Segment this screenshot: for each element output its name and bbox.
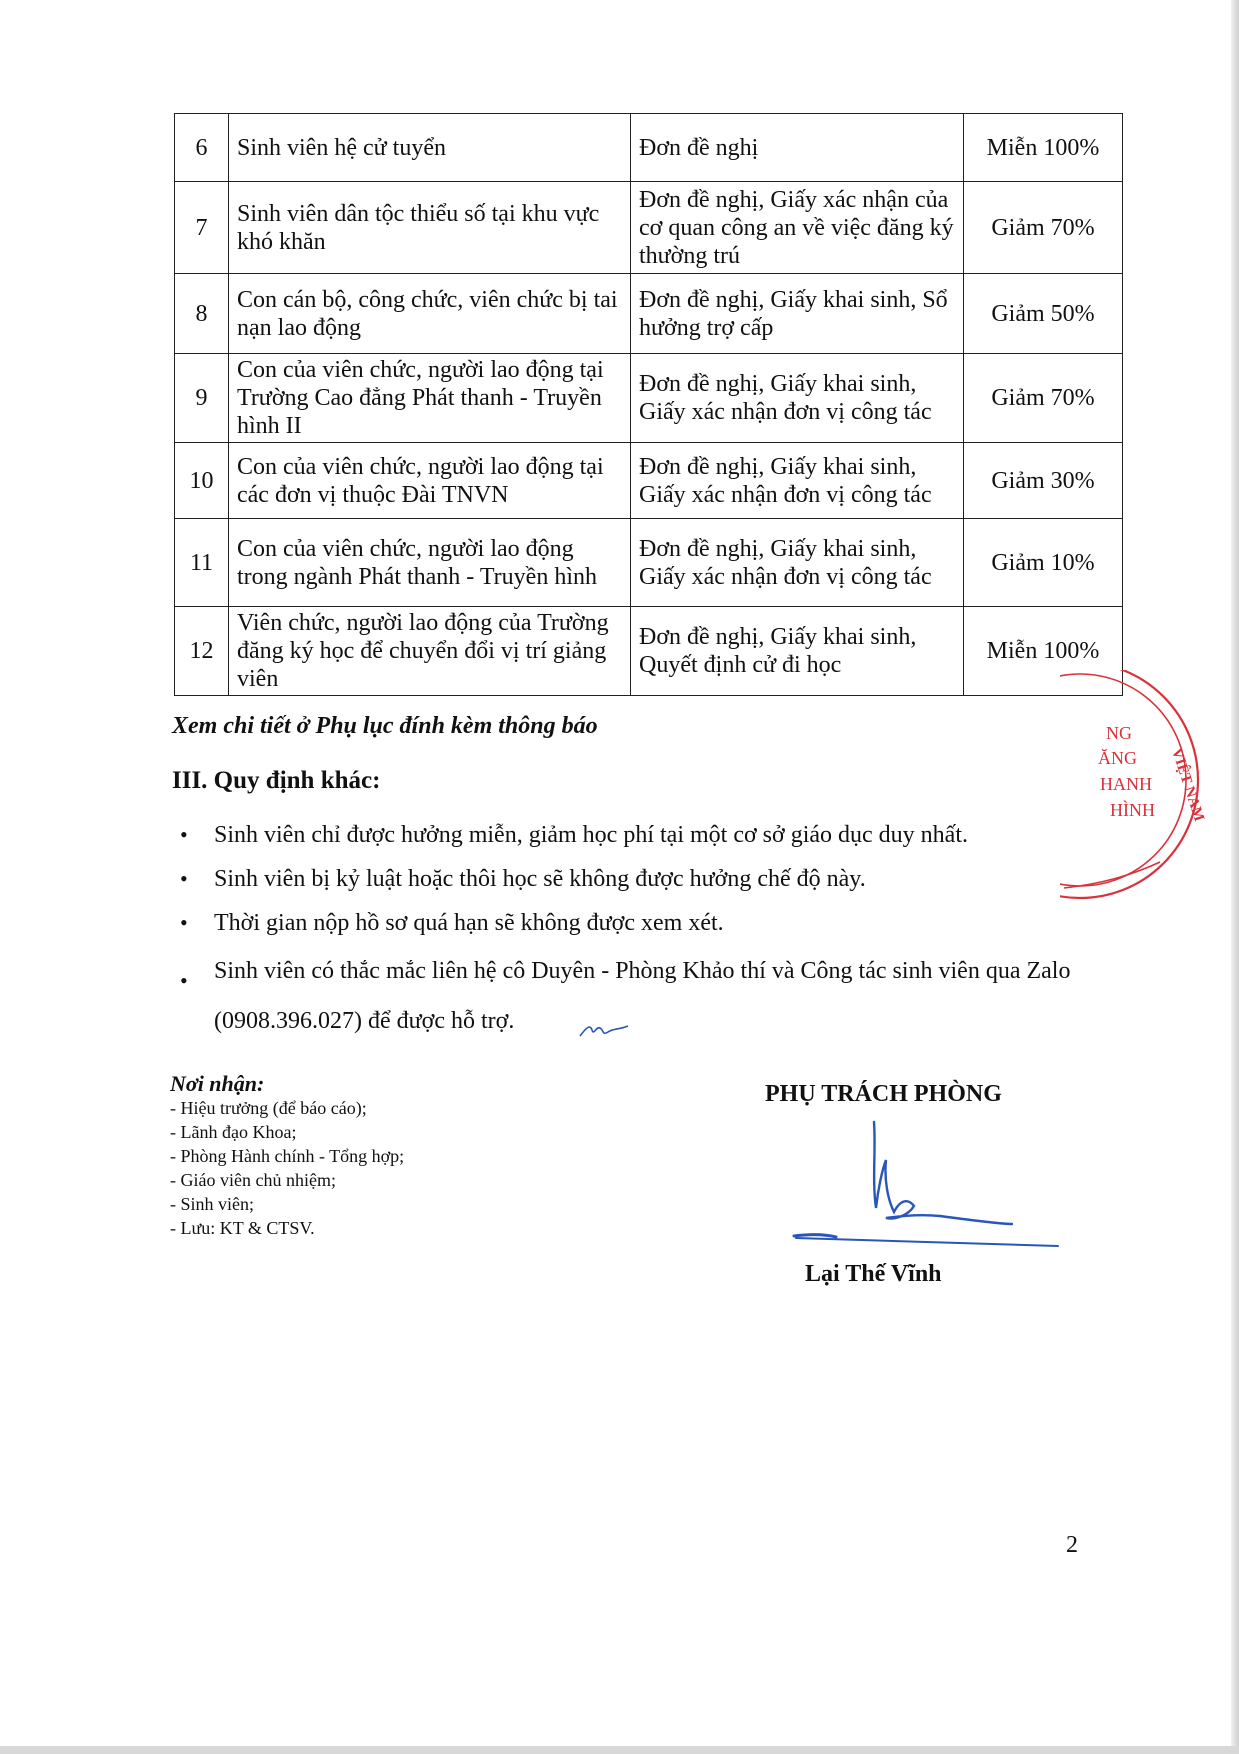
- bullet-icon: •: [180, 910, 188, 935]
- row-documents: Đơn đề nghị, Giấy khai sinh, Giấy xác nhận đơn vị công tác: [631, 519, 964, 607]
- row-level: Miễn 100%: [964, 607, 1123, 696]
- recipient-item: - Sinh viên;: [170, 1194, 254, 1214]
- fee-exemption-table: [174, 113, 1123, 696]
- bullet-icon: •: [180, 822, 188, 847]
- stamp-line: ĂNG: [1098, 748, 1137, 768]
- page-bottom-edge: [0, 1746, 1239, 1754]
- row-number: 9: [175, 354, 229, 443]
- table-row: [175, 519, 1123, 607]
- table-row: [175, 182, 1123, 274]
- row-documents: Đơn đề nghị, Giấy xác nhận của cơ quan công an về việc đăng ký thường trú: [631, 182, 964, 274]
- recipients-title: Nơi nhận:: [170, 1071, 265, 1096]
- rule-text: Sinh viên chỉ được hưởng miễn, giảm học phí tại một cơ sở giáo dục duy nhất.: [214, 822, 968, 848]
- recipient-item: - Lãnh đạo Khoa;: [170, 1122, 297, 1142]
- row-subject: Sinh viên hệ cử tuyển: [229, 114, 631, 182]
- appendix-note: Xem chi tiết ở Phụ lục đính kèm thông báo: [172, 713, 598, 739]
- page-edge-shadow: [1231, 0, 1239, 1754]
- table-row: [175, 274, 1123, 354]
- row-documents: Đơn đề nghị: [631, 114, 964, 182]
- stamp-line: HANH: [1100, 774, 1152, 794]
- section-heading: III. Quy định khác:: [172, 767, 381, 794]
- page-number: 2: [1066, 1532, 1078, 1558]
- list-item: [180, 820, 1080, 850]
- initial-mark-icon: [578, 1018, 630, 1042]
- stamp-line: HÌNH: [1110, 800, 1155, 820]
- row-level: Giảm 70%: [964, 354, 1123, 443]
- recipient-item: - Giáo viên chủ nhiệm;: [170, 1170, 336, 1190]
- row-subject: Viên chức, người lao động của Trường đăng ký học để chuyển đổi vị trí giảng viên: [229, 607, 631, 696]
- signer-name: Lại Thế Vĩnh: [805, 1261, 942, 1287]
- table-row: [175, 607, 1123, 696]
- row-number: 12: [175, 607, 229, 696]
- bullet-icon: •: [180, 968, 188, 993]
- recipient-item: - Phòng Hành chính - Tổng hợp;: [170, 1146, 405, 1166]
- row-number: 6: [175, 114, 229, 182]
- table-row: [175, 114, 1123, 182]
- rule-text: Sinh viên có thắc mắc liên hệ cô Duyên - Phòng Khảo thí và Công tác sinh viên qua Zalo (0908.396.027) để được hỗ trợ.: [214, 958, 1071, 1034]
- row-level: Giảm 30%: [964, 443, 1123, 519]
- row-level: Miễn 100%: [964, 114, 1123, 182]
- row-documents: Đơn đề nghị, Giấy khai sinh, Giấy xác nhận đơn vị công tác: [631, 443, 964, 519]
- row-documents: Đơn đề nghị, Giấy khai sinh, Quyết định cử đi học: [631, 607, 964, 696]
- recipient-item: - Hiệu trưởng (để báo cáo);: [170, 1098, 367, 1118]
- rules-list: [180, 820, 1080, 1060]
- row-number: 11: [175, 519, 229, 607]
- list-item: [180, 908, 1080, 938]
- row-subject: Con của viên chức, người lao động trong ngành Phát thanh - Truyền hình: [229, 519, 631, 607]
- row-subject: Con cán bộ, công chức, viên chức bị tai nạn lao động: [229, 274, 631, 354]
- list-item: [180, 946, 1080, 1046]
- recipient-item: - Lưu: KT & CTSV.: [170, 1218, 315, 1238]
- signer-title: PHỤ TRÁCH PHÒNG: [765, 1081, 1002, 1107]
- row-subject: Con của viên chức, người lao động tại các đơn vị thuộc Đài TNVN: [229, 443, 631, 519]
- table-row: [175, 443, 1123, 519]
- signature-icon: [790, 1120, 1070, 1260]
- rule-text: Sinh viên bị kỷ luật hoặc thôi học sẽ không được hưởng chế độ này.: [214, 866, 866, 892]
- row-number: 10: [175, 443, 229, 519]
- list-item: [180, 864, 1080, 894]
- row-documents: Đơn đề nghị, Giấy khai sinh, Giấy xác nhận đơn vị công tác: [631, 354, 964, 443]
- table-row: [175, 354, 1123, 443]
- stamp-line: NG: [1106, 723, 1132, 743]
- row-level: Giảm 50%: [964, 274, 1123, 354]
- row-level: Giảm 10%: [964, 519, 1123, 607]
- row-number: 7: [175, 182, 229, 274]
- official-stamp-icon: [1060, 670, 1210, 900]
- bullet-icon: •: [180, 866, 188, 891]
- row-number: 8: [175, 274, 229, 354]
- row-subject: Sinh viên dân tộc thiểu số tại khu vực khó khăn: [229, 182, 631, 274]
- stamp-arc-text: VIỆT NAM: [1168, 746, 1207, 824]
- recipients-block: [170, 1072, 404, 1240]
- row-level: Giảm 70%: [964, 182, 1123, 274]
- row-subject: Con của viên chức, người lao động tại Trường Cao đẳng Phát thanh - Truyền hình II: [229, 354, 631, 443]
- row-documents: Đơn đề nghị, Giấy khai sinh, Sổ hưởng trợ cấp: [631, 274, 964, 354]
- rule-text: Thời gian nộp hồ sơ quá hạn sẽ không được xem xét.: [214, 910, 724, 936]
